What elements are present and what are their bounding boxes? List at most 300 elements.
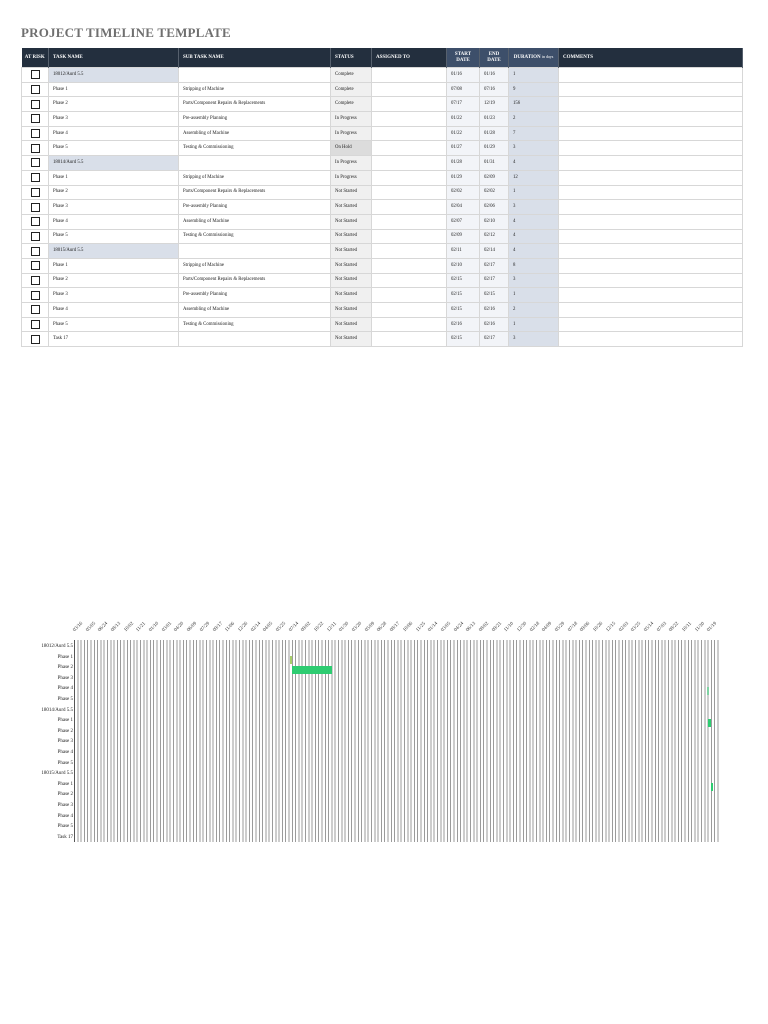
end-date-cell: 02/16 [480,303,509,318]
task-name-cell: Task 17 [49,332,179,347]
at-risk-checkbox[interactable] [22,214,49,229]
end-date-cell: 02/09 [480,170,509,185]
status-cell: Not Started [331,258,372,273]
gantt-tick-label: 06/24 [97,621,110,633]
assigned-to-cell[interactable] [372,332,447,347]
table-row [22,288,743,303]
comments-cell[interactable] [559,112,743,127]
comments-cell[interactable] [559,141,743,156]
comments-cell[interactable] [559,170,743,185]
header-assigned-to: ASSIGNED TO [372,48,447,68]
assigned-to-cell[interactable] [372,97,447,112]
at-risk-checkbox[interactable] [22,200,49,215]
assigned-to-cell[interactable] [372,170,447,185]
table-row [22,126,743,141]
gantt-tick-label: 10/02 [123,621,135,633]
end-date-cell: 02/17 [480,332,509,347]
header-sub-task-name: SUB TASK NAME [179,48,331,68]
gantt-tick-label: 01/14 [427,621,440,633]
sub-task-cell: Testing & Commissioning [179,317,331,332]
start-date-cell: 02/16 [447,317,480,332]
gantt-tick-label: 12/15 [605,621,617,633]
status-cell: Not Started [331,317,372,332]
task-name-cell: Phase 3 [49,112,179,127]
at-risk-checkbox[interactable] [22,258,49,273]
checkbox[interactable] [31,232,40,241]
table-row [22,244,743,259]
comments-cell[interactable] [559,68,743,83]
gantt-tick-label: 04/05 [262,621,275,633]
checkbox[interactable] [31,276,40,285]
checkbox[interactable] [31,129,40,138]
gantt-bar [711,783,714,791]
at-risk-checkbox[interactable] [22,156,49,171]
start-date-cell: 02/09 [447,229,480,244]
table-row [22,317,743,332]
duration-cell: 2 [509,112,559,127]
table-row [22,273,743,288]
table-row [22,97,743,112]
gantt-tick-label: 10/06 [402,621,414,633]
assigned-to-cell[interactable] [372,273,447,288]
task-name-cell: 18014/Aurd 5.5 [49,156,179,171]
table-row [22,185,743,200]
gantt-tick-label: 04/09 [541,621,554,633]
gantt-row-label: Phase 5 [57,824,73,830]
start-date-cell: 02/11 [447,244,480,259]
gantt-bar [707,687,709,695]
assigned-to-cell[interactable] [372,82,447,97]
table-row [22,332,743,347]
checkbox[interactable] [31,158,40,167]
task-name-cell: 18012/Aurd 5.5 [49,68,179,83]
duration-cell: 9 [509,82,559,97]
gantt-row-label: Phase 1 [57,654,73,660]
checkbox[interactable] [31,188,40,197]
gantt-row-label: Phase 3 [57,803,73,808]
sub-task-cell: Stripping of Machine [179,258,331,273]
assigned-to-cell[interactable] [372,141,447,156]
duration-cell: 1 [509,68,559,83]
status-cell: On Hold [331,141,372,156]
assigned-to-cell[interactable] [372,258,447,273]
gantt-row-label: 18015/Aurd 5.5 [41,771,73,777]
header-duration [509,48,559,68]
end-date-cell: 02/02 [480,185,509,200]
gantt-row-label: Phase 3 [57,739,73,745]
status-cell: In Progress [331,126,372,141]
sub-task-cell [179,332,331,347]
start-date-cell: 02/10 [447,258,480,273]
gantt-row-label: Phase 2 [57,792,73,798]
status-cell: Not Started [331,303,372,318]
checkbox[interactable] [31,261,40,270]
task-name-cell: Phase 2 [49,97,179,112]
gantt-tick-label: 08/02 [478,621,491,633]
checkbox[interactable] [31,114,40,123]
gantt-bar [292,666,331,674]
duration-cell: 3 [509,141,559,156]
end-date-cell: 02/12 [480,229,509,244]
sub-task-cell: Assembling of Machine [179,126,331,141]
gantt-tick-label: 06/13 [465,621,478,633]
gantt-row-label: Phase 1 [57,781,73,787]
gantt-tick-label: 07/18 [567,621,579,633]
comments-cell[interactable] [559,82,743,97]
status-cell: Not Started [331,244,372,259]
gantt-tick-label: 10/11 [681,621,693,633]
table-row [22,200,743,215]
end-date-cell: 01/28 [480,126,509,141]
at-risk-checkbox[interactable] [22,112,49,127]
duration-cell: 12 [509,170,559,185]
checkbox[interactable] [31,144,40,153]
comments-cell[interactable] [559,258,743,273]
end-date-cell: 02/06 [480,200,509,215]
gantt-tick-label: 07/03 [656,621,668,633]
gantt-row-label: Task 17 [57,834,73,840]
duration-cell: 8 [509,258,559,273]
assigned-to-cell[interactable] [372,112,447,127]
gantt-row-label: Phase 4 [57,750,73,755]
header-at-risk: AT RISK [22,48,49,68]
duration-cell: 4 [509,214,559,229]
task-name-cell: Phase 1 [49,170,179,185]
table-row [22,68,743,83]
gantt-tick-label: 05/25 [275,621,288,633]
comments-cell[interactable] [559,317,743,332]
task-name-cell: Phase 5 [49,317,179,332]
checkbox[interactable] [31,217,40,226]
gantt-tick-label: 11/30 [694,621,706,633]
gantt-tick-label: 09/06 [579,621,592,633]
assigned-to-cell[interactable] [372,303,447,318]
at-risk-checkbox[interactable] [22,332,49,347]
task-name-cell: Phase 3 [49,288,179,303]
gantt-tick-label: 03/16 [72,621,85,633]
task-name-cell: Phase 1 [49,82,179,97]
gantt-tick-label: 03/20 [351,621,364,633]
at-risk-checkbox[interactable] [22,97,49,112]
sub-task-cell: Testing & Commissioning [179,229,331,244]
gantt-row-label: Phase 5 [57,697,73,702]
gantt-row-label: Phase 4 [57,813,73,819]
status-cell: Not Started [331,273,372,288]
status-cell: Not Started [331,185,372,200]
status-cell: Not Started [331,214,372,229]
assigned-to-cell[interactable] [372,200,447,215]
table-row [22,156,743,171]
checkbox[interactable] [31,320,40,329]
end-date-cell: 02/14 [480,244,509,259]
end-date-cell: 01/29 [480,141,509,156]
gantt-tick-label: 11/25 [414,621,427,633]
gantt-row-label: Phase 1 [57,718,73,724]
comments-cell[interactable] [559,273,743,288]
duration-cell: 4 [509,156,559,171]
at-risk-checkbox[interactable] [22,244,49,259]
status-cell: In Progress [331,170,372,185]
assigned-to-cell[interactable] [372,317,447,332]
gantt-tick-label: 05/29 [554,621,567,633]
checkbox[interactable] [31,335,40,344]
comments-cell[interactable] [559,97,743,112]
sub-task-cell: Pre-assembly Planning [179,112,331,127]
gantt-tick-label: 11/06 [224,621,237,633]
task-name-cell: Phase 4 [49,303,179,318]
gantt-tick-label: 03/01 [161,621,173,633]
gantt-tick-label: 07/14 [288,621,300,633]
gantt-tick-label: 02/03 [617,621,630,633]
header-end-date: END DATE [480,48,509,68]
task-name-cell: 18015/Aurd 5.5 [49,244,179,259]
assigned-to-cell[interactable] [372,214,447,229]
gantt-tick-label: 05/14 [643,621,655,633]
sub-task-cell: Pre-assembly Planning [179,200,331,215]
header-comments: COMMENTS [559,48,743,68]
end-date-cell: 02/10 [480,214,509,229]
gantt-tick-label: 09/17 [212,621,224,633]
comments-cell[interactable] [559,288,743,303]
checkbox[interactable] [31,70,40,79]
table-row [22,170,743,185]
start-date-cell: 02/15 [447,332,480,347]
duration-cell: 1 [509,185,559,200]
comments-cell[interactable] [559,126,743,141]
table-row [22,141,743,156]
status-cell: Not Started [331,332,372,347]
header-start-date: START DATE [447,48,480,68]
duration-cell: 7 [509,126,559,141]
gantt-tick-label: 05/05 [85,621,97,633]
gantt-bar [290,656,293,664]
table-row [22,229,743,244]
start-date-cell: 02/15 [447,288,480,303]
comments-cell[interactable] [559,200,743,215]
assigned-to-cell[interactable] [372,68,447,83]
duration-cell: 2 [509,303,559,318]
end-date-cell: 02/17 [480,258,509,273]
at-risk-checkbox[interactable] [22,68,49,83]
comments-cell[interactable] [559,229,743,244]
timeline-table [21,48,743,347]
gantt-axis-line [74,640,75,842]
gantt-row-label: Phase 4 [57,686,73,692]
table-row [22,303,743,318]
gantt-row-label: Phase 3 [57,675,73,681]
assigned-to-cell[interactable] [372,126,447,141]
end-date-cell: 01/23 [480,112,509,127]
start-date-cell: 01/16 [447,68,480,83]
comments-cell[interactable] [559,332,743,347]
status-cell: Not Started [331,200,372,215]
at-risk-checkbox[interactable] [22,229,49,244]
assigned-to-cell[interactable] [372,229,447,244]
gantt-tick-label: 02/18 [529,621,541,633]
at-risk-checkbox[interactable] [22,185,49,200]
duration-cell: 1 [509,317,559,332]
gantt-tick-label: 01/10 [148,621,161,633]
end-date-cell: 12/19 [480,97,509,112]
gantt-tick-label: 09/21 [491,621,503,633]
gantt-tick-label: 10/26 [592,621,605,633]
duration-cell: 1 [509,288,559,303]
at-risk-checkbox[interactable] [22,303,49,318]
header-duration-unit: in days [541,54,554,59]
sub-task-cell: Parts/Component Repairs & Replacements [179,185,331,200]
duration-cell: 3 [509,332,559,347]
table-row [22,258,743,273]
sub-task-cell: Assembling of Machine [179,214,331,229]
task-name-cell: Phase 1 [49,258,179,273]
end-date-cell: 02/16 [480,317,509,332]
gantt-bar [708,719,711,727]
sub-task-cell: Stripping of Machine [179,82,331,97]
duration-cell: 4 [509,244,559,259]
gantt-tick-label: 11/21 [135,621,148,633]
end-date-cell: 01/31 [480,156,509,171]
header-duration-label: DURATION [513,55,541,60]
sub-task-cell: Stripping of Machine [179,170,331,185]
duration-cell: 3 [509,200,559,215]
gantt-tick-label: 05/09 [364,621,376,633]
start-date-cell: 02/07 [447,214,480,229]
checkbox[interactable] [31,85,40,94]
start-date-cell: 02/02 [447,185,480,200]
table-header [22,48,743,68]
gantt-tick-label: 11/10 [503,621,516,633]
status-cell: Complete [331,97,372,112]
status-cell: In Progress [331,156,372,171]
gantt-tick-label: 02/14 [250,621,262,633]
start-date-cell: 01/29 [447,170,480,185]
sub-task-cell: Parts/Component Repairs & Replacements [179,97,331,112]
gantt-row-label: Phase 2 [57,665,73,671]
table-row [22,214,743,229]
gantt-tick-label: 07/29 [199,621,211,633]
gantt-tick-label: 04/20 [173,621,186,633]
task-name-cell: Phase 3 [49,200,179,215]
sub-task-cell: Assembling of Machine [179,303,331,318]
start-date-cell: 02/04 [447,200,480,215]
end-date-cell: 01/16 [480,68,509,83]
gantt-tick-label: 08/22 [668,621,681,633]
checkbox[interactable] [31,305,40,314]
start-date-cell: 07/17 [447,97,480,112]
status-cell: In Progress [331,112,372,127]
sub-task-cell [179,156,331,171]
gantt-tick-label: 04/24 [453,621,465,633]
comments-cell[interactable] [559,185,743,200]
gantt-row-label: 18012/Aurd 5.5 [41,644,73,649]
gantt-tick-label: 06/09 [186,621,199,633]
assigned-to-cell[interactable] [372,288,447,303]
duration-cell: 4 [509,229,559,244]
task-name-cell: Phase 2 [49,185,179,200]
gantt-row-label: 18014/Aurd 5.5 [41,707,73,713]
task-name-cell: Phase 5 [49,141,179,156]
sub-task-cell [179,244,331,259]
sub-task-cell [179,68,331,83]
assigned-to-cell[interactable] [372,244,447,259]
gantt-tick-label: 03/05 [440,621,452,633]
gantt-tick-label: 08/13 [110,621,123,633]
gantt-tick-label: 12/11 [326,621,338,633]
at-risk-checkbox[interactable] [22,82,49,97]
checkbox[interactable] [31,173,40,182]
task-name-cell: Phase 5 [49,229,179,244]
header-task-name: TASK NAME [49,48,179,68]
status-cell: Not Started [331,229,372,244]
checkbox[interactable] [31,247,40,256]
end-date-cell: 02/17 [480,273,509,288]
gantt-tick-label: 06/28 [376,621,389,633]
assigned-to-cell[interactable] [372,185,447,200]
duration-cell: 3 [509,273,559,288]
gantt-tick-label: 03/25 [630,621,643,633]
comments-cell[interactable] [559,156,743,171]
start-date-cell: 02/15 [447,303,480,318]
checkbox[interactable] [31,100,40,109]
gantt-row-label: Phase 2 [57,728,73,734]
assigned-to-cell[interactable] [372,156,447,171]
sub-task-cell: Testing & Commissioning [179,141,331,156]
gantt-tick-label: 12/26 [237,621,249,633]
page-title: PROJECT TIMELINE TEMPLATE [21,25,231,40]
gantt-tick-label: 01/19 [706,621,719,633]
gantt-tick-label: 08/17 [389,621,402,633]
comments-cell[interactable] [559,303,743,318]
comments-cell[interactable] [559,244,743,259]
status-cell: Not Started [331,288,372,303]
status-cell: Complete [331,68,372,83]
task-name-cell: Phase 4 [49,214,179,229]
task-name-cell: Phase 4 [49,126,179,141]
end-date-cell: 02/15 [480,288,509,303]
task-name-cell: Phase 2 [49,273,179,288]
checkbox[interactable] [31,203,40,212]
at-risk-checkbox[interactable] [22,317,49,332]
start-date-cell: 01/28 [447,156,480,171]
status-cell: Complete [331,82,372,97]
at-risk-checkbox[interactable] [22,126,49,141]
gantt-tick-label: 12/30 [516,621,529,633]
duration-cell: 156 [509,97,559,112]
sub-task-cell: Pre-assembly Planning [179,288,331,303]
gantt-tick-label: 01/30 [338,621,351,633]
header-status: STATUS [331,48,372,68]
start-date-cell: 02/15 [447,273,480,288]
gantt-tick-label: 09/02 [300,621,313,633]
gantt-day-grid [74,640,721,842]
table-row [22,82,743,97]
end-date-cell: 07/16 [480,82,509,97]
table-row [22,112,743,127]
start-date-cell: 01/22 [447,112,480,127]
start-date-cell: 01/27 [447,141,480,156]
at-risk-checkbox[interactable] [22,273,49,288]
checkbox[interactable] [31,291,40,300]
gantt-row-label: Phase 5 [57,760,73,766]
at-risk-checkbox[interactable] [22,141,49,156]
start-date-cell: 01/22 [447,126,480,141]
at-risk-checkbox[interactable] [22,170,49,185]
at-risk-checkbox[interactable] [22,288,49,303]
gantt-tick-label: 10/22 [313,621,326,633]
comments-cell[interactable] [559,214,743,229]
start-date-cell: 07/08 [447,82,480,97]
sub-task-cell: Parts/Component Repairs & Replacements [179,273,331,288]
